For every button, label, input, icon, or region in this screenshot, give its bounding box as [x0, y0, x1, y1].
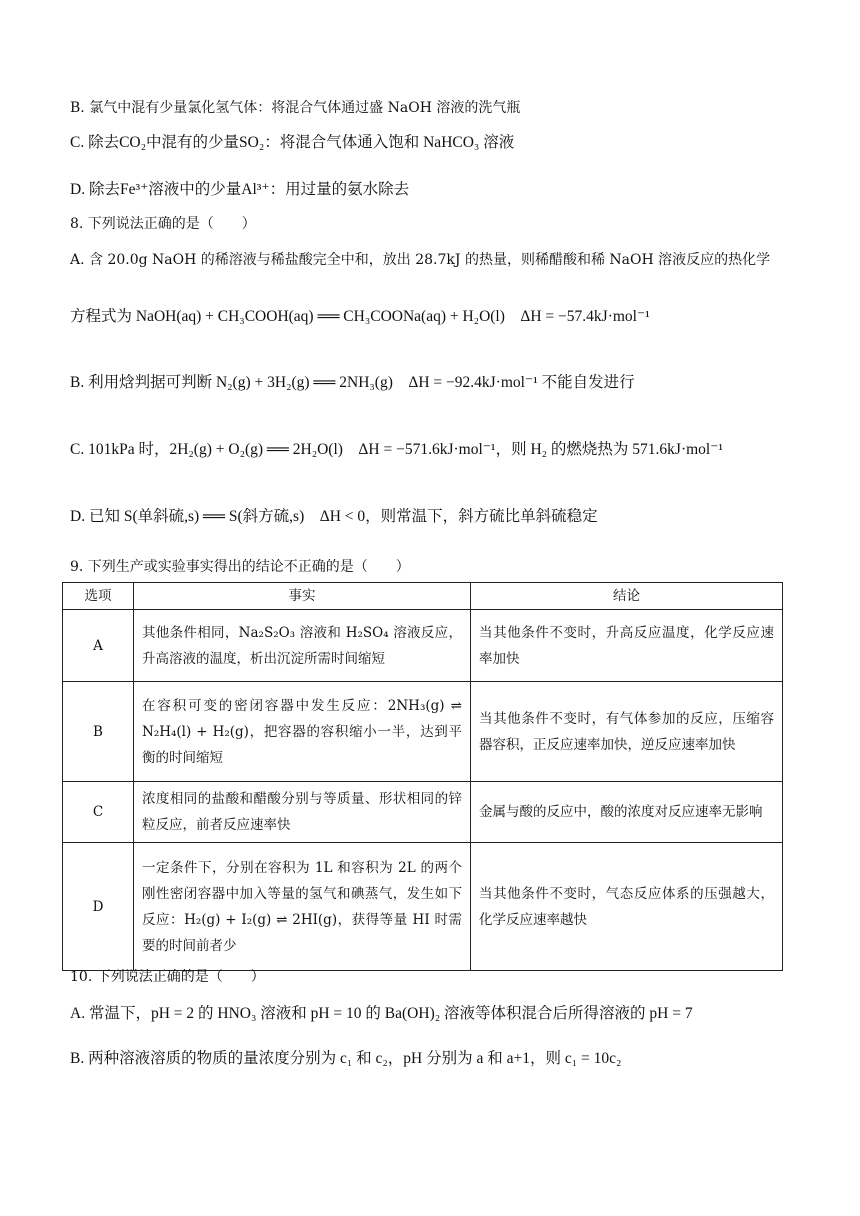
- table-row: [63, 782, 783, 843]
- header-conclusion: 结论: [471, 583, 783, 610]
- row-option: C: [63, 782, 134, 843]
- row-conclusion: 当其他条件不变时，升高反应温度，化学反应速率加快: [471, 610, 783, 682]
- q9-stem: 9. 下列生产或实验事实得出的结论不正确的是（ ）: [70, 559, 410, 575]
- q8-option-c: C. 101kPa 时，2H₂(g) + O₂(g) ══ 2H₂O(l) ΔH = −571.6kJ·mol⁻¹，则 H₂ 的燃烧热为 571.6kJ·mol⁻¹: [70, 441, 724, 458]
- table-row: [63, 843, 783, 971]
- q7-option-d: D. 除去Fe³⁺溶液中的少量Al³⁺：用过量的氨水除去: [70, 181, 410, 198]
- row-fact: 浓度相同的盐酸和醋酸分别与等质量、形状相同的锌粒反应，前者反应速率快: [134, 782, 471, 843]
- row-conclusion: 当其他条件不变时，有气体参加的反应，压缩容器容积，正反应速率加快，逆反应速率加快: [471, 682, 783, 782]
- row-fact: 在容积可变的密闭容器中发生反应：2NH₃(g) ⇌ N₂H₄(l) + H₂(g)，把容器的容积缩小一半，达到平衡的时间缩短: [134, 682, 471, 782]
- row-fact: 一定条件下，分别在容积为 1L 和容积为 2L 的两个刚性密闭容器中加入等量的氢气和碘蒸气，发生如下反应：H₂(g) + I₂(g) ⇌ 2HI(g)，获得等量 HI 时需要的时间前者少: [134, 843, 471, 971]
- header-fact: 事实: [134, 583, 471, 610]
- q10-option-a: A. 常温下，pH = 2 的 HNO₃ 溶液和 pH = 10 的 Ba(OH)₂ 溶液等体积混合后所得溶液的 pH = 7: [70, 1005, 693, 1022]
- q8-option-d: D. 已知 S(单斜硫,s) ══ S(斜方硫,s) ΔH < 0，则常温下，斜方硫比单斜硫稳定: [70, 508, 598, 525]
- q8-option-a-line1: A. 含 20.0g NaOH 的稀溶液与稀盐酸完全中和，放出 28.7kJ 的热量，则稀醋酸和稀 NaOH 溶液反应的热化学: [70, 252, 771, 268]
- q7-option-c: C. 除去CO₂中混有的少量SO₂：将混合气体通入饱和 NaHCO₃ 溶液: [70, 134, 515, 151]
- q8-option-a-line2: 方程式为 NaOH(aq) + CH₃COOH(aq) ══ CH₃COONa(aq) + H₂O(l) ΔH = −57.4kJ·mol⁻¹: [70, 308, 650, 325]
- row-option: A: [63, 610, 134, 682]
- table-header-row: [63, 583, 783, 610]
- row-fact: 其他条件相同，Na₂S₂O₃ 溶液和 H₂SO₄ 溶液反应，升高溶液的温度，析出沉淀所需时间缩短: [134, 610, 471, 682]
- row-conclusion: 当其他条件不变时，气态反应体系的压强越大，化学反应速率越快: [471, 843, 783, 971]
- q10-option-b: B. 两种溶液溶质的物质的量浓度分别为 c₁ 和 c₂，pH 分别为 a 和 a+1，则 c₁ = 10c₂: [70, 1050, 622, 1067]
- q8-option-b: B. 利用焓判据可判断 N₂(g) + 3H₂(g) ══ 2NH₃(g) ΔH = −92.4kJ·mol⁻¹ 不能自发进行: [70, 374, 635, 391]
- row-option: D: [63, 843, 134, 971]
- header-option: 选项: [63, 583, 134, 610]
- row-conclusion: 金属与酸的反应中，酸的浓度对反应速率无影响: [471, 782, 783, 843]
- q10-stem: 10. 下列说法正确的是（ ）: [70, 969, 265, 985]
- q7-option-b: B. 氯气中混有少量氯化氢气体：将混合气体通过盛 NaOH 溶液的洗气瓶: [70, 100, 521, 116]
- table-row: [63, 682, 783, 782]
- q8-stem: 8. 下列说法正确的是（ ）: [70, 216, 256, 232]
- q9-table: [62, 582, 783, 971]
- row-option: B: [63, 682, 134, 782]
- table-row: [63, 610, 783, 682]
